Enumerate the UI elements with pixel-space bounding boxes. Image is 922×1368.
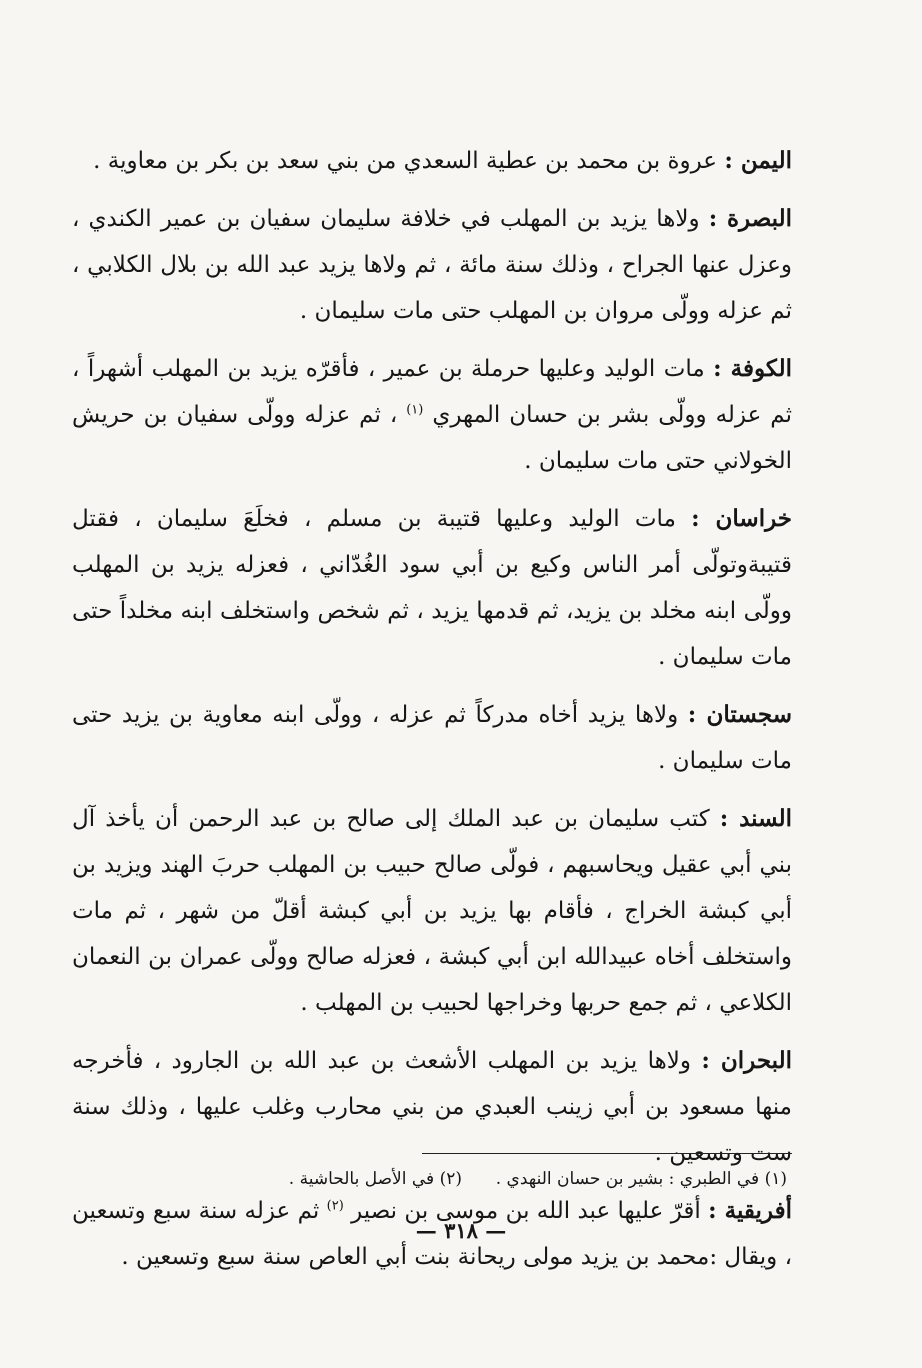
entry-khurasan — [72, 496, 792, 680]
entry-label: البحران : — [701, 1047, 793, 1074]
footnote-2: (٢) في الأصل بالحاشية . — [288, 1169, 462, 1189]
entry-text: كتب سليمان بن عبد الملك إلى صالح بن عبد الرحمن أن يأخذ آل بني أبي عقيل ويحاسبهم ، فولّى صالح حبيب بن المهلب حربَ الهند ويزيد بن أبي كبشة الخراج ، فأقام بها يزيد بن أبي كبشة أقلّ من شهر ، ثم مات واستخلف أخاه عبيدالله ابن أبي كبشة ، فعزله صالح وولّى عمران بن النعمان الكلاعي ، ثم جمع حربها وخراجها لحبيب بن المهلب . — [72, 806, 792, 1016]
entry-text: ، ثم عزله وولّى سفيان بن حريش الخولاني حتى مات سليمان . — [72, 402, 792, 474]
entry-kufa — [72, 346, 792, 484]
footnote-separator — [422, 1153, 792, 1154]
entry-basra — [72, 196, 792, 334]
entry-text: ولاها يزيد بن المهلب الأشعث بن عبد الله بن الجارود ، فأخرجه منها مسعود بن أبي زينب العبدي من بني محارب وغلب عليها ، وذلك سنة ست وتسعين . — [72, 1048, 792, 1166]
entry-label: اليمن : — [724, 147, 792, 174]
entry-text: أقرّ عليها عبد الله بن موسى بن نصير — [351, 1198, 701, 1224]
page-number: — ٣١٨ — — [415, 1218, 507, 1243]
entry-text: مات الوليد وعليها حرملة بن عمير ، فأقرّه يزيد بن المهلب أشهراً ، ثم عزله وولّى بشر بن حسان المهري — [72, 356, 792, 428]
entry-text: ثم عزله سنة سبع وتسعين ، ويقال :محمد بن يزيد مولى ريحانة بنت أبي العاص سنة سبع وتسعين . — [72, 1198, 792, 1270]
entry-sijistan — [72, 692, 792, 784]
entry-label: أفريقية : — [708, 1197, 793, 1224]
entry-bahrain — [72, 1038, 792, 1176]
entry-label: سجستان : — [687, 701, 792, 728]
entry-text: مات الوليد وعليها قتيبة بن مسلم ، فخلَعَ سليمان ، فقتل قتيبةوتولّى أمر الناس وكيع بن أبي سود الغُدّاني ، فعزله يزيد بن المهلب وولّى ابنه مخلد بن يزيد، ثم قدمها يزيد ، ثم شخص واستخلف ابنه مخلداً حتى مات سليمان . — [72, 506, 792, 670]
entry-sind — [72, 796, 792, 1026]
entry-label: خراسان : — [691, 505, 793, 532]
entry-label: السند : — [719, 805, 793, 832]
footnote-ref-2: (٢) — [326, 1198, 344, 1214]
entry-label: الكوفة : — [713, 355, 792, 382]
footnote-ref-1: (١) — [406, 402, 424, 418]
footnote-1: (١) في الطبري : بشير بن حسان النهدي . — [495, 1169, 787, 1189]
entry-text: ولاها يزيد بن المهلب في خلافة سليمان سفيان بن عمير الكندي ، وعزل عنها الجراح ، وذلك سنة مائة ، ثم ولاها يزيد عبد الله بن بلال الكلابي ، ثم عزله وولّى مروان بن المهلب حتى مات سليمان . — [72, 206, 792, 324]
entry-text: ولاها يزيد أخاه مدركاً ثم عزله ، وولّى ابنه معاوية بن يزيد حتى مات سليمان . — [72, 702, 792, 774]
entry-text: عروة بن محمد بن عطية السعدي من بني سعد بن بكر بن معاوية . — [93, 148, 718, 174]
entry-yemen — [72, 138, 792, 184]
entry-label: البصرة : — [708, 205, 792, 232]
main-text — [72, 138, 792, 1280]
